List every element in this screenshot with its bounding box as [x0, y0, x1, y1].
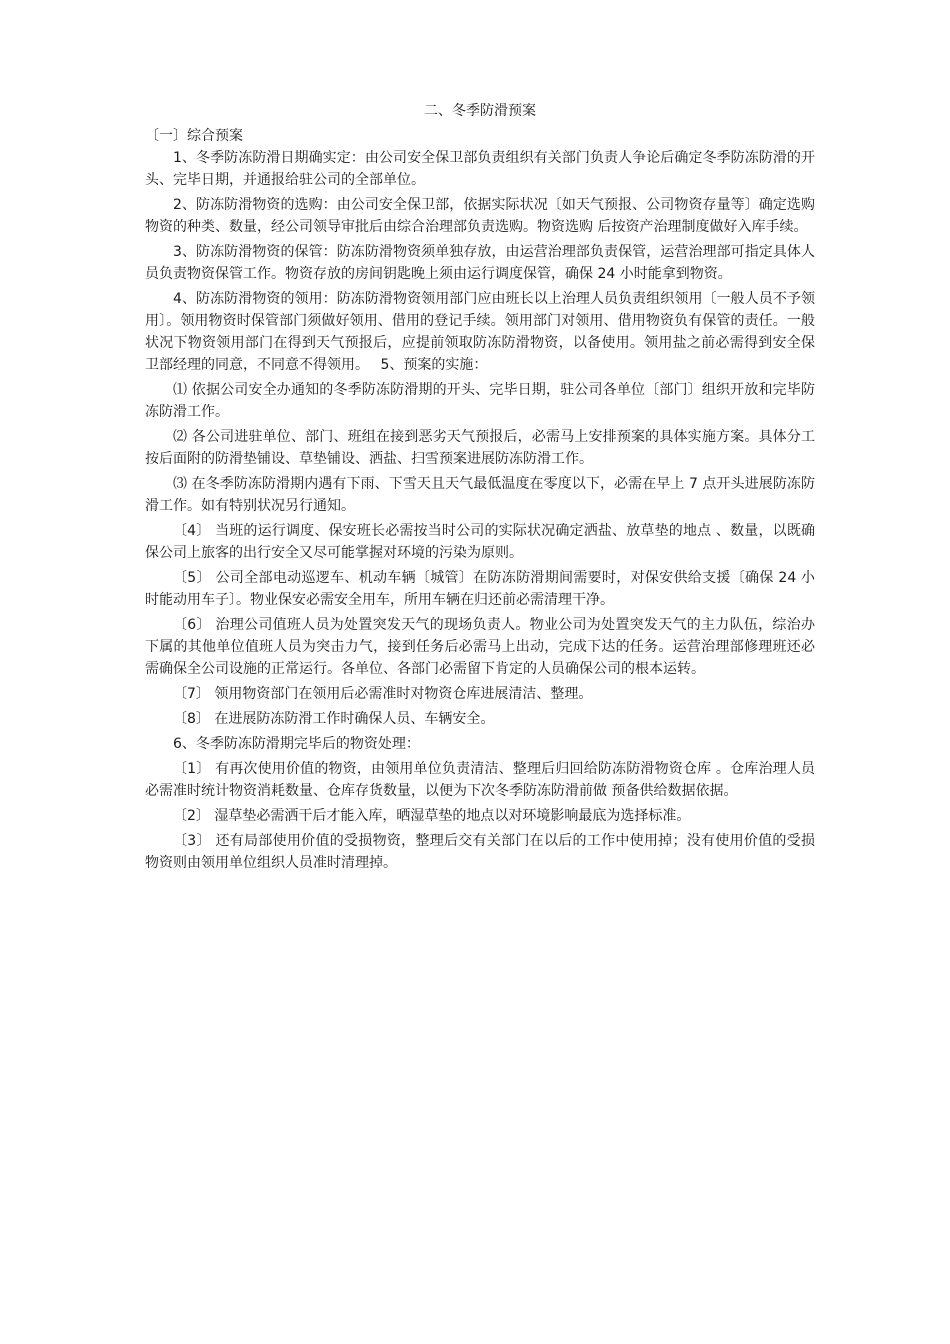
paragraph-5-3: ⑶ 在冬季防冻防滑期内遇有下雨、下雪天且天气最低温度在零度以下，必需在早上 7 点开头进展防冻防滑工作。如有特别状况另行通知。 [145, 476, 815, 514]
paragraph-5-4: 〔4〕 当班的运行调度、保安班长必需按当时公司的实际状况确定洒盐、放草垫的地点 、数量，以既确保公司上旅客的出行安全又尽可能掌握对环境的污染为原则。 [145, 523, 815, 561]
paragraph-5-1: ⑴ 依据公司安全办通知的冬季防冻防滑期的开头、完毕日期，驻公司各单位〔部门〕组织开放和完毕防冻防滑工作。 [145, 382, 815, 420]
paragraph-5-7: 〔7〕 领用物资部门在领用后必需准时对物资仓库进展清洁、整理。 [173, 686, 593, 702]
paragraph-6-1: 〔1〕 有再次使用价值的物资，由领用单位负责清洁、整理后归回给防冻防滑物资仓库 。仓库治理人员必需准时统计物资消耗数量、仓库存货数量，以便为下次冬季防冻防滑前做 预备供给数据依据。 [145, 761, 815, 799]
document-page [145, 100, 815, 877]
paragraph-4: 4、防冻防滑物资的领用：防冻防滑物资领用部门应由班长以上治理人员负责组织领用〔一般人员不予领用〕。领用物资时保管部门须做好领用、借用的登记手续。领用部门对领用、借用物资负有保管的责任。一般状况下物资领用部门在得到天气预报后，应提前领取防冻防滑物资，以备使用。领用盐之前必需得到安全保卫部经理的同意，不同意不得领用。 5、预案的实施： [145, 291, 815, 373]
section-heading: 〔一〕综合预案 [145, 128, 243, 144]
paragraph-1: 1、冬季防冻防滑日期确实定：由公司安全保卫部负责组织有关部门负责人争论后确定冬季防冻防滑的开头、完毕日期，并通报给驻公司的全部单位。 [145, 150, 815, 188]
paragraph-5-6: 〔6〕 治理公司值班人员为处置突发天气的现场负责人。物业公司为处置突发天气的主力队伍，综治办下属的其他单位值班人员为突击力气，接到任务后必需马上出动，完成下达的任务。运营治理部修理班还必需确保全公司设施的正常运行。各单位、各部门必需留下肯定的人员确保公司的根本运转。 [145, 617, 815, 677]
paragraph-6-2: 〔2〕 湿草垫必需洒干后才能入库，晒湿草垫的地点以对环境影响最底为选择标准。 [173, 808, 691, 824]
paragraph-5-2: ⑵ 各公司进驻单位、部门、班组在接到恶劣天气预报后，必需马上安排预案的具体实施方案。具体分工按后面附的防滑垫铺设、草垫铺设、洒盐、扫雪预案进展防冻防滑工作。 [145, 429, 815, 467]
paragraph-3: 3、防冻防滑物资的保管：防冻防滑物资须单独存放，由运营治理部负责保管，运营治理部可指定具体人员负责物资保管工作。物资存放的房间钥匙晚上须由运行调度保管，确保 24 小时能拿到物资。 [145, 244, 815, 282]
paragraph-6-3: 〔3〕 还有局部使用价值的受损物资，整理后交有关部门在以后的工作中使用掉；没有使用价值的受损物资则由领用单位组织人员准时清理掉。 [145, 833, 815, 871]
paragraph-5-5: 〔5〕 公司全部电动巡逻车、机动车辆〔城管〕在防冻防滑期间需要时，对保安供给支援〔确保 24 小时能动用车子〕。物业保安必需安全用车，所用车辆在归还前必需清理干净。 [145, 570, 815, 608]
paragraph-6: 6、冬季防冻防滑期完毕后的物资处理： [173, 736, 420, 752]
paragraph-2: 2、防冻防滑物资的选购：由公司安全保卫部，依据实际状况〔如天气预报、公司物资存量等〕确定选购物资的种类、数量，经公司领导审批后由综合治理部负责选购。物资选购 后按资产治理制度做好入库手续。 [145, 197, 815, 235]
document-title: 二、冬季防滑预案 [424, 103, 536, 119]
paragraph-5-8: 〔8〕 在进展防冻防滑工作时确保人员、车辆安全。 [173, 711, 495, 727]
